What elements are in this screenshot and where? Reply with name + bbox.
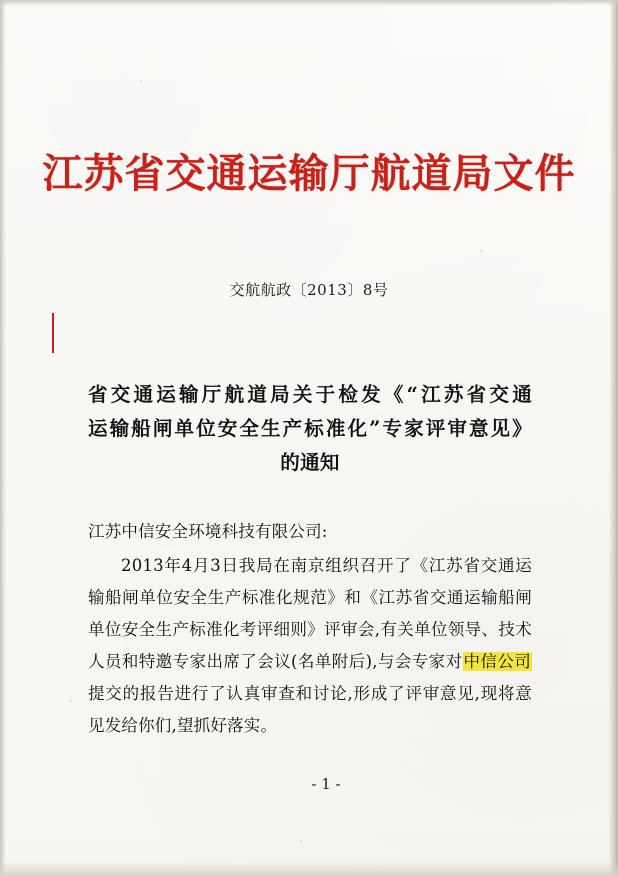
red-margin-mark	[52, 313, 54, 353]
subject-line-2: 运输船闸单位安全生产标准化”专家评审意见》	[88, 417, 532, 440]
page-edge-left	[0, 0, 6, 876]
subject-line-1: 省交通运输厅航道局关于检发《“江苏省交通	[88, 383, 532, 406]
page-edge-right	[609, 0, 618, 876]
page-edge-bottom	[0, 862, 618, 876]
subject-line-3: 的通知	[280, 451, 340, 474]
body-paragraph	[88, 550, 532, 742]
document-body	[88, 550, 532, 742]
document-subject	[88, 378, 532, 480]
page-edge-top	[0, 0, 618, 6]
scan-speck	[70, 700, 72, 702]
scan-speck	[300, 840, 302, 842]
highlighted-company-name: 中信公司	[463, 652, 531, 671]
page-number: - 1 -	[311, 775, 341, 793]
scan-speck	[140, 80, 142, 82]
body-text-before-highlight: 2013年4月3日我局在南京组织召开了《江苏省交通运输船闸单位安全生产标准化规范》和《江苏省交通运输船闸单位安全生产标准化考评细则》评审会,有关单位领导、技术人员和特邀专家出席了会议(名单附后),与会专家对	[88, 556, 532, 671]
document-number: 交航航政〔2013〕8号	[229, 281, 389, 299]
scan-speck	[480, 250, 482, 252]
document-header-title: 江苏省交通运输厅航道局文件	[42, 150, 576, 197]
body-text-after-highlight: 提交的报告进行了认真审查和讨论,形成了评审意见,现将意见发给你们,望抓好落实。	[88, 684, 532, 735]
recipient-line: 江苏中信安全环境科技有限公司:	[88, 522, 328, 541]
